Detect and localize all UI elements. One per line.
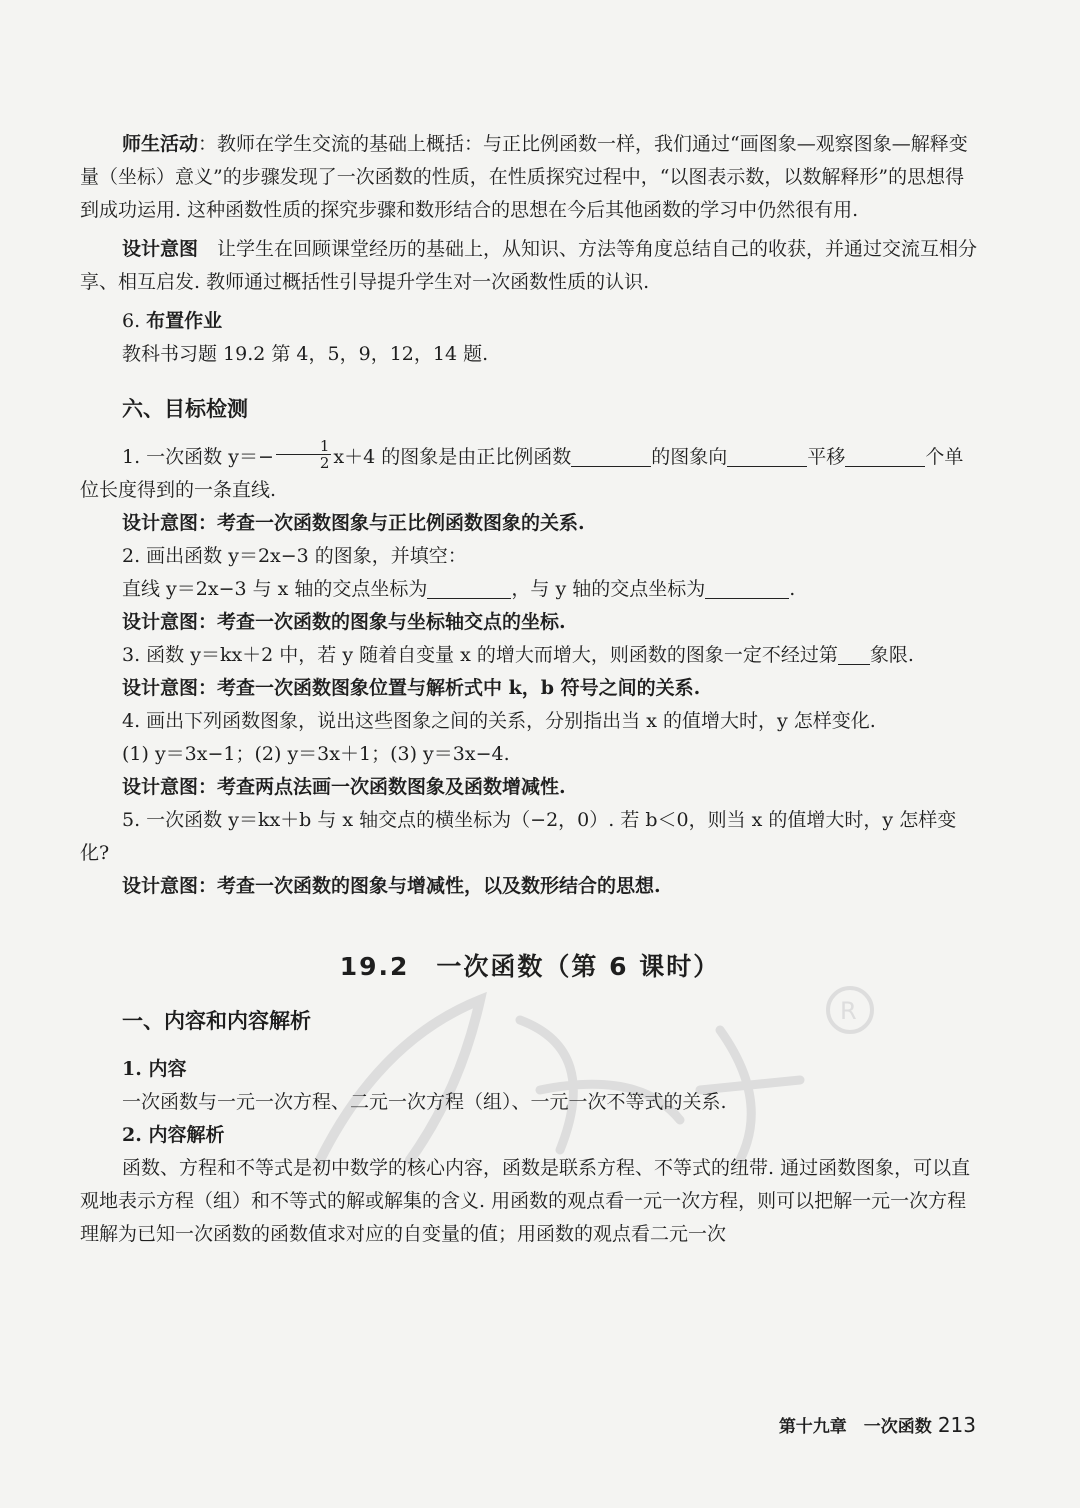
homework-heading: [80, 305, 980, 338]
q3-tail: 象限.: [869, 644, 914, 666]
svg-text:R: R: [840, 997, 857, 1025]
content-analysis-heading: 2. 内容解析: [122, 1124, 225, 1146]
chapter-label: 第十九章 一次函数: [778, 1417, 932, 1437]
q1-text-start: 1. 一次函数 y＝−: [122, 446, 274, 468]
teacher-student-activity-text: ：教师在学生交流的基础上概括：与正比例函数一样，我们通过“画图象—观察图象—解释变量（坐标）意义”的步骤发现了一次函数的性质，在性质探究过程中，“以图表示数，以数解释形”的思想得到成功运用. 这种函数性质的探究步骤和数形结合的思想在今后其他函数的学习中仍然很有用.: [80, 133, 968, 221]
q2-text-c: .: [789, 578, 796, 600]
q1-blank-1: [571, 446, 651, 467]
question-2-fill: [80, 573, 980, 606]
content-analysis-text: 函数、方程和不等式是初中数学的核心内容，函数是联系方程、不等式的纽带. 通过函数图象，可以直观地表示方程（组）和不等式的解或解集的含义. 用函数的观点看一元一次方程，则可以把解一元一次方程理解为已知一次函数的函数值求对应的自变量的值；用函数的观点看二元一次: [80, 1157, 971, 1245]
teacher-student-activity-paragraph: [80, 128, 980, 227]
content-text: 一次函数与一元一次方程、二元一次方程（组）、一元一次不等式的关系.: [122, 1091, 727, 1113]
teacher-student-activity-label: 师生活动: [122, 133, 199, 155]
question-3: [80, 639, 980, 672]
fraction-one-half: [276, 438, 332, 471]
q1-text-end: 个单位长度得到的一条直线.: [80, 446, 964, 501]
q3-text: 3. 函数 y＝kx＋2 中，若 y 随着自变量 x 的增大而增大，则函数的图象一定不经过第: [122, 644, 838, 666]
homework-number: 6.: [122, 310, 147, 332]
q5-design-intent: 设计意图：考查一次函数的图象与增减性，以及数形结合的思想.: [122, 875, 661, 897]
q1-text-mid2: 的图象向: [651, 446, 728, 468]
design-intent-text: 让学生在回顾课堂经历的基础上，从知识、方法等角度总结自己的收获，并通过交流互相分享、相互启发. 教师通过概括性引导提升学生对一次函数性质的认识.: [80, 238, 978, 293]
q1-blank-2: [727, 446, 807, 467]
q1-text-mid3: 平移: [807, 446, 846, 468]
page-number: 213: [937, 1413, 976, 1437]
q4-design-intent: 设计意图：考查两点法画一次函数图象及函数增减性.: [122, 776, 566, 798]
question-4-functions: (1) y＝3x−1；(2) y＝3x＋1；(3) y＝3x−4.: [122, 743, 510, 765]
design-intent-label: 设计意图: [122, 238, 199, 260]
q3-design-intent: 设计意图：考查一次函数图象位置与解析式中 k，b 符号之间的关系.: [122, 677, 701, 699]
q1-design-intent: 设计意图：考查一次函数图象与正比例函数图象的关系.: [122, 512, 585, 534]
homework-title: 布置作业: [146, 310, 223, 332]
content-heading: 1. 内容: [122, 1058, 187, 1080]
page-footer: [779, 1412, 976, 1437]
q1-blank-3: [845, 446, 925, 467]
q2-design-intent: 设计意图：考查一次函数的图象与坐标轴交点的坐标.: [122, 611, 566, 633]
homework-text: 教科书习题 19.2 第 4，5，9，12，14 题.: [122, 343, 489, 365]
q2-text-a: 直线 y＝2x−3 与 x 轴的交点坐标为: [122, 578, 428, 600]
fraction-numerator: 1: [276, 438, 332, 455]
page-content: [80, 128, 980, 1251]
question-5: 5. 一次函数 y＝kx＋b 与 x 轴交点的横坐标为（−2，0）. 若 b＜0，则当 x 的值增大时，y 怎样变化?: [80, 809, 957, 864]
fraction-denominator: 2: [319, 453, 330, 472]
q1-text-mid1: x＋4 的图象是由正比例函数: [333, 446, 572, 468]
question-1: [80, 436, 980, 507]
q2-blank-2: [705, 578, 789, 599]
q2-blank-1: [427, 578, 511, 599]
q2-text-b: ，与 y 轴的交点坐标为: [511, 578, 706, 600]
section-one-title: 一、内容和内容解析: [122, 1009, 311, 1033]
section-six-title: 六、目标检测: [122, 397, 248, 421]
question-4: 4. 画出下列函数图象，说出这些图象之间的关系，分别指出当 x 的值增大时，y 怎样变化.: [122, 710, 876, 732]
question-2: 2. 画出函数 y＝2x−3 的图象，并填空：: [122, 545, 467, 567]
lesson-title: 19.2 一次函数（第 6 课时）: [339, 952, 721, 981]
design-intent-paragraph: [80, 233, 980, 299]
q3-blank: [838, 644, 870, 665]
